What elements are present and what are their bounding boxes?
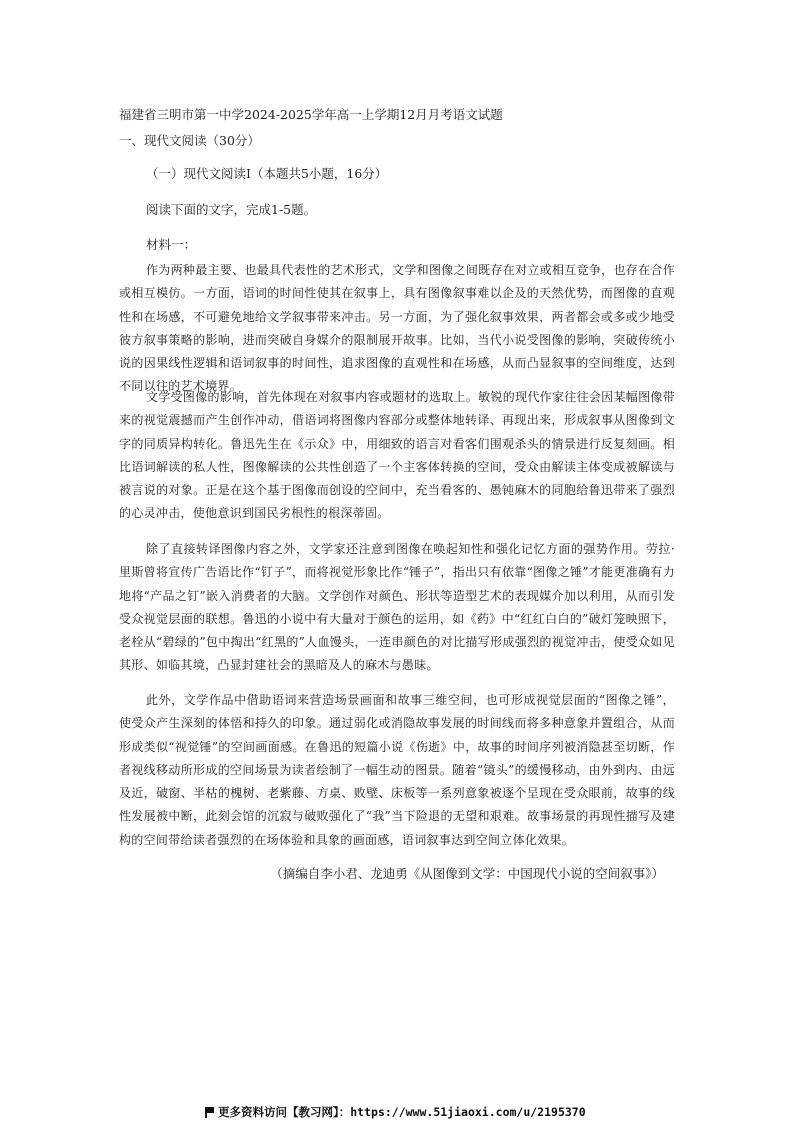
paragraph-1: 作为两种最主要、也最具代表性的艺术形式，文学和图像之间既存在对立或相互竞争，也存在合作或相互模仿。一方面，语词的时间性使其在叙事上，具有图像叙事难以企及的天然优势，而图像的直观性和在场感，不可避免地给文学叙事带来冲击。另一方面，为了强化叙事效果，两者都会或多或少地受彼方叙事策略的影响，进而突破自身媒介的限制展开故事。比如，当代小说受图像的影响，突破传统小说的因果线性逻辑和语词叙事的时间性，追求图像的直观性和在场感，从而凸显叙事的空间维度，达到不同以往的艺术境界。 [119, 263, 675, 394]
footer-text[interactable]: 更多资料访问【教习网】：https://www.51jiaoxi.com/u/2195370 [218, 1105, 586, 1119]
document-title: 福建省三明市第一中学2024-2025学年高一上学期12月月考语文试题 [119, 107, 503, 122]
instruction-text: 阅读下面的文字，完成1-5题。 [146, 202, 317, 217]
subsection-heading: （一）现代文阅读Ⅰ（本题共5小题，16分） [146, 166, 388, 181]
material-label: 材料一： [146, 237, 197, 252]
footer-link[interactable] [205, 1104, 586, 1120]
paragraph-2: 文学受图像的影响，首先体现在对叙事内容或题材的选取上。敏锐的现代作家往往会因某幅图像带来的视觉震撼而产生创作冲动，借语词将图像内容部分或整体地转译、再现出来，形成叙事从图像到文字的同质异构转化。鲁迅先生在《示众》中，用细致的语言对看客们围观杀头的情景进行反复刻画。相比语词解读的私人性，图像解读的公共性创造了一个主客体转换的空间，受众由解读主体变成被解读与被言说的对象。正是在这个基于图像而创设的空间中，充当看客的、愚钝麻木的同胞给鲁迅带来了强烈的心灵冲击，使他意识到国民劣根性的根深蒂固。 [119, 390, 675, 521]
section-heading: 一、现代文阅读（30分） [119, 133, 260, 148]
paragraph-4: 此外，文学作品中借助语词来营造场景画面和故事三维空间，也可形成视觉层面的“图像之锤”，使受众产生深刻的体悟和持久的印象。通过弱化或消隐故事发展的时间线而将多种意象并置组合，从而形成类似“视觉锤”的空间画面感。在鲁迅的短篇小说《伤逝》中，故事的时间序列被消隐甚至切断，作者视线移动所形成的空间场景为读者绘制了一幅生动的图景。随着“镜头”的缓慢移动，由外到内、由远及近，破窗、半枯的槐树、老紫藤、方桌、败壁、床板等一系列意象被逐个呈现在受众眼前，故事的线性发展被中断，此刻会馆的沉寂与破败强化了“我”当下险退的无望和艰难。故事场景的再现性描写及建构的空间带给读者强烈的在场体验和具象的画面感，语词叙事达到空间立体化效果。 [119, 693, 675, 847]
paragraph-3: 除了直接转译图像内容之外，文学家还注意到图像在唤起知性和强化记忆方面的强势作用。劳拉·里斯曾将宣传广告语比作“钉子”，而将视觉形象比作“锤子”，指出只有依靠“图像之锤”才能更准确有力地将“产品之钉”嵌入消费者的大脑。文学创作对颜色、形状等造型艺术的表现媒介加以利用，从而引发受众视觉层面的联想。鲁迅的小说中有大量对于颜色的运用，如《药》中“红红白白的”破灯笼映照下，老栓从“碧绿的”包中掏出“红黑的”人血馒头，一连串颜色的对比描写形成强烈的视觉冲击，使受众如见其形、如临其境，凸显封建社会的黑暗及人的麻木与愚昧。 [119, 542, 675, 673]
flag-icon [205, 1107, 214, 1118]
source-citation: （摘编自李小君、龙迪勇《从图像到文学：中国现代小说的空间叙事》） [270, 866, 664, 881]
